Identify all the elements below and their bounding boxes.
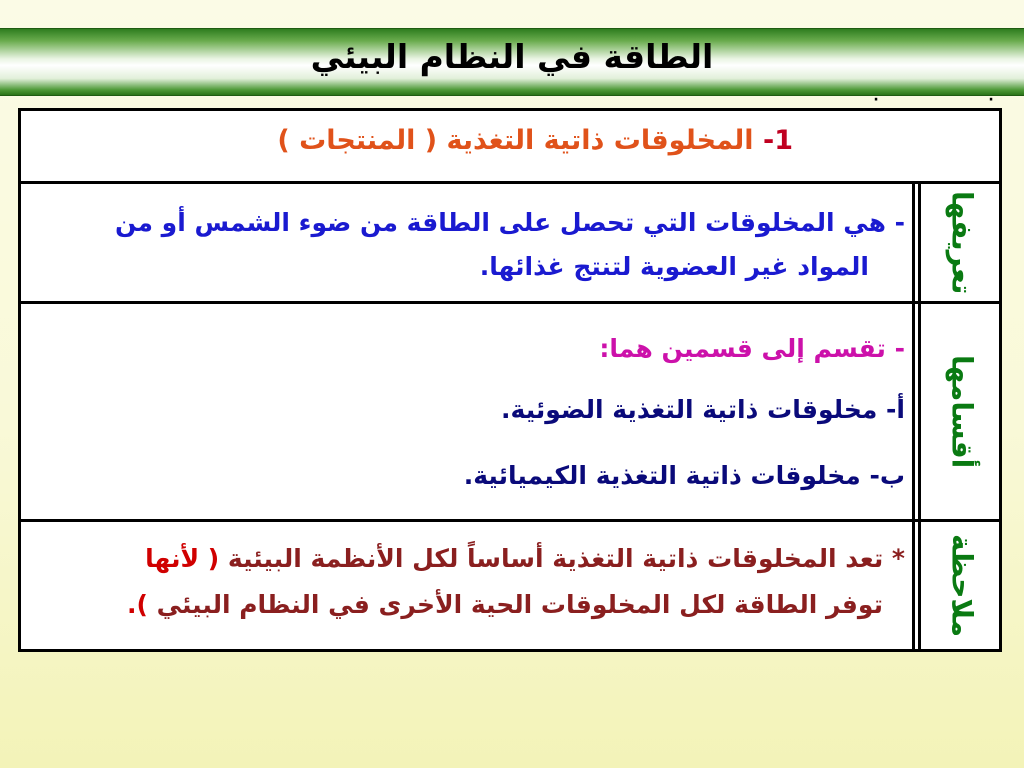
note-line-2-main: توفر الطاقة لكل المخلوقات الحية الأخرى في النظام البيئي xyxy=(156,590,883,619)
definition-line-1: - هي المخلوقات التي تحصل على الطاقة من ضوء الشمس أو من xyxy=(114,208,905,237)
dotted-marker-left: · xyxy=(873,92,879,108)
note-line-2 xyxy=(25,583,905,627)
row-divider xyxy=(21,181,999,184)
note-text xyxy=(25,535,905,627)
page-title: الطاقة في النظام البيئي xyxy=(310,37,714,76)
note-line-2-paren: ). xyxy=(127,590,157,619)
row-label-definition: تعريفها xyxy=(945,190,979,295)
heading-number: 1- xyxy=(762,125,793,156)
heading-text: المخلوقات ذاتية التغذية ( المنتجات ) xyxy=(277,125,754,156)
row-label-note: ملاحظة xyxy=(945,533,979,638)
divisions-item-b: ب- مخلوقات ذاتية التغذية الكيميائية. xyxy=(463,461,905,490)
row-divider xyxy=(21,519,999,522)
dotted-marker-right: · xyxy=(988,92,994,108)
row-divider xyxy=(21,301,999,304)
definition-text xyxy=(25,199,905,287)
divisions-item-a: أ- مخلوقات ذاتية التغذية الضوئية. xyxy=(501,395,905,424)
row-label-divisions: أقسامها xyxy=(945,354,979,469)
divisions-text xyxy=(45,321,905,509)
note-line-1-paren: ( لأنها xyxy=(145,544,228,573)
definition-line-2: المواد غير العضوية لتنتج غذائها. xyxy=(479,252,869,281)
content-table xyxy=(18,108,1002,652)
title-bar xyxy=(0,28,1024,96)
divisions-intro: - تقسم إلى قسمين هما: xyxy=(599,334,905,363)
note-line-1-main: * تعد المخلوقات ذاتية التغذية أساساً لكل الأنظمة البيئية xyxy=(227,544,905,573)
column-divider xyxy=(912,181,915,649)
note-line-1 xyxy=(25,535,905,583)
section-heading xyxy=(277,125,793,156)
